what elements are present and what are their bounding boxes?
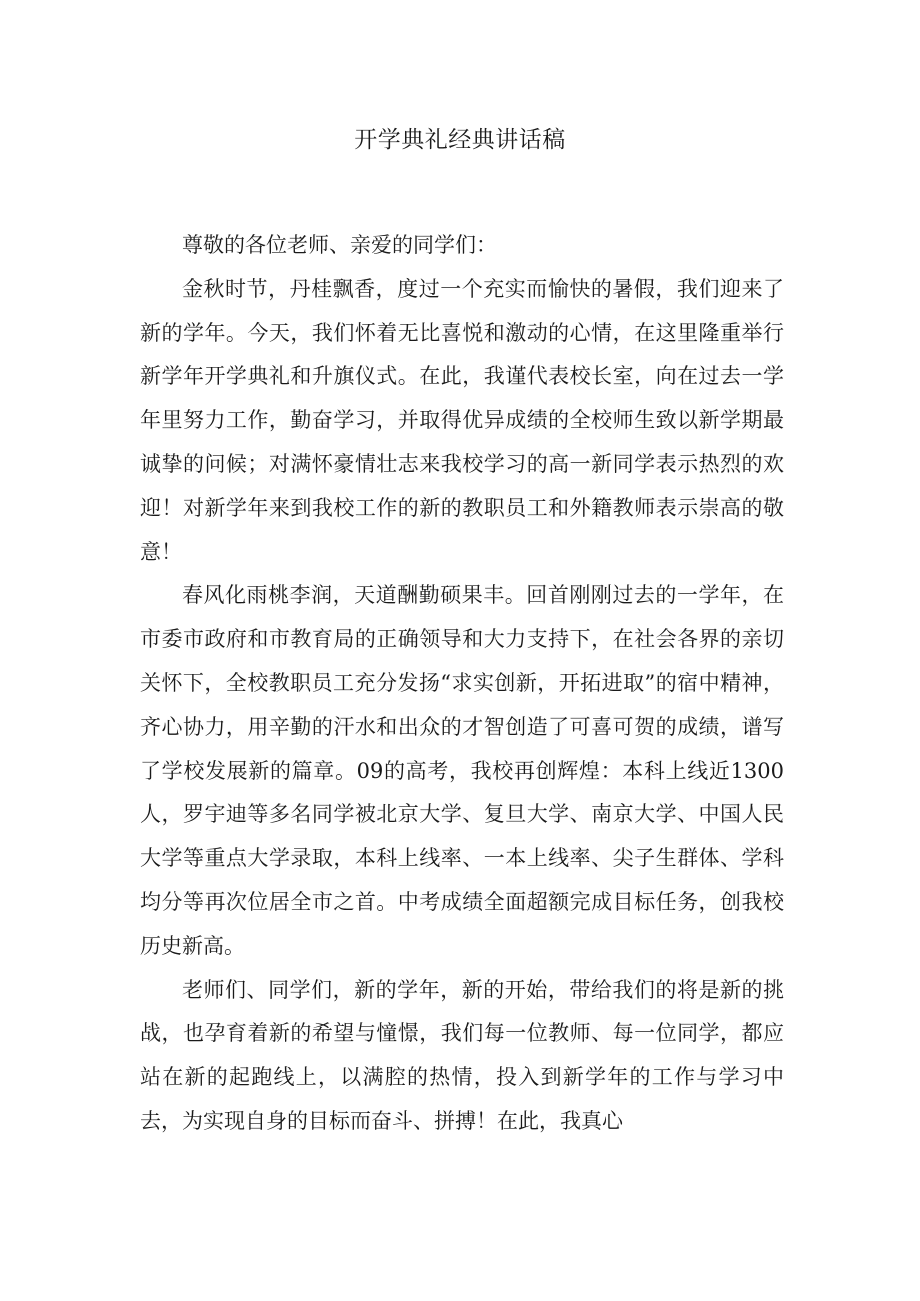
document-title: 开学典礼经典讲话稿 [354,127,566,153]
salutation-paragraph: 尊敬的各位老师、亲爱的同学们： [182,233,497,257]
body-paragraph: 老师们、同学们，新的学年，新的开始，带给我们的将是新的挑战，也孕育着新的希望与憧憬，我们每一位教师、每一位同学，都应站在新的起跑线上，以满腔的热情，投入到新学年的工作与学习中去，为实现自身的目标而奋斗、拼搏！在此，我真心 [140,977,784,1133]
document-body [140,224,784,1144]
body-paragraph: 春风化雨桃李润，天道酬勤硕果丰。回首刚刚过去的一学年，在市委市政府和市教育局的正确领导和大力支持下，在社会各界的亲切关怀下，全校教职员工充分发扬“求实创新，开拓进取”的宿中精神，齐心协力，用辛勤的汗水和出众的才智创造了可喜可贺的成绩，谱写了学校发展新的篇章。09的高考，我校再创辉煌：本科上线近1300人，罗宇迪等多名同学被北京大学、复旦大学、南京大学、中国人民大学等重点大学录取，本科上线率、一本上线率、尖子生群体、学科均分等再次位居全市之首。中考成绩全面超额完成目标任务，创我校历史新高。 [140,583,784,958]
body-paragraph: 金秋时节，丹桂飘香，度过一个充实而愉快的暑假，我们迎来了新的学年。今天，我们怀着无比喜悦和激动的心情，在这里隆重举行新学年开学典礼和升旗仪式。在此，我谨代表校长室，向在过去一学年里努力工作，勤奋学习，并取得优异成绩的全校师生致以新学期最诚挚的问候；对满怀豪情壮志来我校学习的高一新同学表示热烈的欢迎！对新学年来到我校工作的新的教职员工和外籍教师表示崇高的敬意！ [140,276,784,564]
